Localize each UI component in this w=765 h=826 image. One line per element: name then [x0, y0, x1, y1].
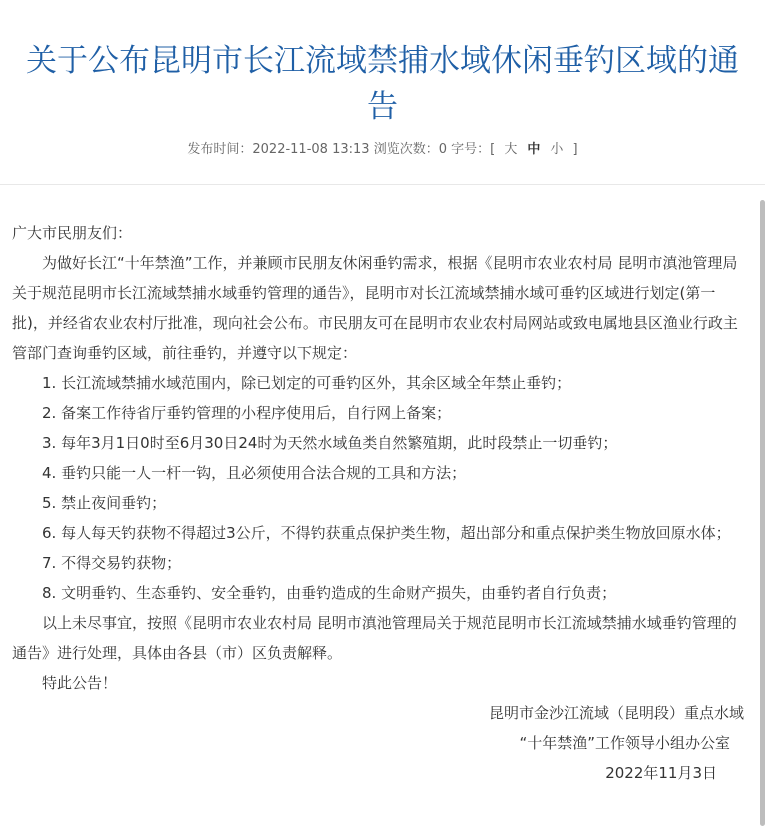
notice-line: 特此公告！: [42, 674, 118, 692]
font-size-medium-button[interactable]: 中: [527, 142, 541, 157]
view-count-label: 浏览次数：: [373, 142, 439, 157]
article-title: 关于公布昆明市长江流域禁捕水域休闲垂钓区域的通告: [26, 43, 739, 125]
article-meta: [0, 140, 765, 160]
font-size-large-button[interactable]: 大: [504, 142, 518, 157]
signature-date: 2022年11月3日: [605, 764, 717, 782]
view-count: 0: [438, 142, 447, 157]
header-divider: [0, 184, 765, 185]
rule-item: 6. 每人每天钓获物不得超过3公斤，不得钓获重点保护类生物，超出部分和重点保护类生物放回原水体；: [42, 524, 731, 542]
publish-time: 2022-11-08 13:13: [252, 142, 370, 157]
font-size-small-button[interactable]: 小: [550, 142, 564, 157]
font-size-label: 字号：: [451, 142, 491, 157]
rule-item: 4. 垂钓只能一人一杆一钩，且必须使用合法合规的工具和方法；: [42, 464, 467, 482]
signature-org: 昆明市金沙江流域（昆明段）重点水域: [488, 704, 744, 722]
publish-time-label: 发布时间：: [187, 142, 253, 157]
rule-item: 2. 备案工作待省厅垂钓管理的小程序使用后，自行网上备案；: [42, 404, 452, 422]
rule-item: 8. 文明垂钓、生态垂钓、安全垂钓，由垂钓造成的生命财产损失，由垂钓者自行负责；: [42, 584, 617, 602]
intro-paragraph: 为做好长江“十年禁渔”工作，并兼顾市民朋友休闲垂钓需求，根据《昆明市农业农村局 昆明市滇池管理局关于规范昆明市长江流域禁捕水域垂钓管理的通告》，昆明市对长江流域禁捕水域可垂钓区域进行划定(第一批)，并经省农业农村厅批准，现向社会公布。市民朋友可在昆明市农业农村局网站或致电属地县区渔业行政主管部门查询垂钓区域，前往垂钓，并遵守以下规定：: [12, 254, 738, 362]
rule-item: 7. 不得交易钓获物；: [42, 554, 182, 572]
font-size-bracket-close: ]: [572, 142, 578, 157]
rule-item: 3. 每年3月1日0时至6月30日24时为天然水域鱼类自然繁殖期，此时段禁止一切垂钓；: [42, 434, 618, 452]
rule-item: 1. 长江流域禁捕水域范围内，除已划定的可垂钓区外，其余区域全年禁止垂钓；: [42, 374, 572, 392]
article-body: [12, 218, 750, 788]
signature-office: “十年禁渔”工作领导小组办公室: [519, 734, 730, 752]
font-size-bracket-open: [: [490, 142, 496, 157]
rule-item: 5. 禁止夜间垂钓；: [42, 494, 167, 512]
closing-paragraph: 以上未尽事宜，按照《昆明市农业农村局 昆明市滇池管理局关于规范昆明市长江流域禁捕水域垂钓管理的通告》进行处理，具体由各县（市）区负责解释。: [12, 614, 737, 662]
greeting: 广大市民朋友们：: [12, 224, 133, 242]
vertical-scrollbar[interactable]: [760, 200, 765, 826]
